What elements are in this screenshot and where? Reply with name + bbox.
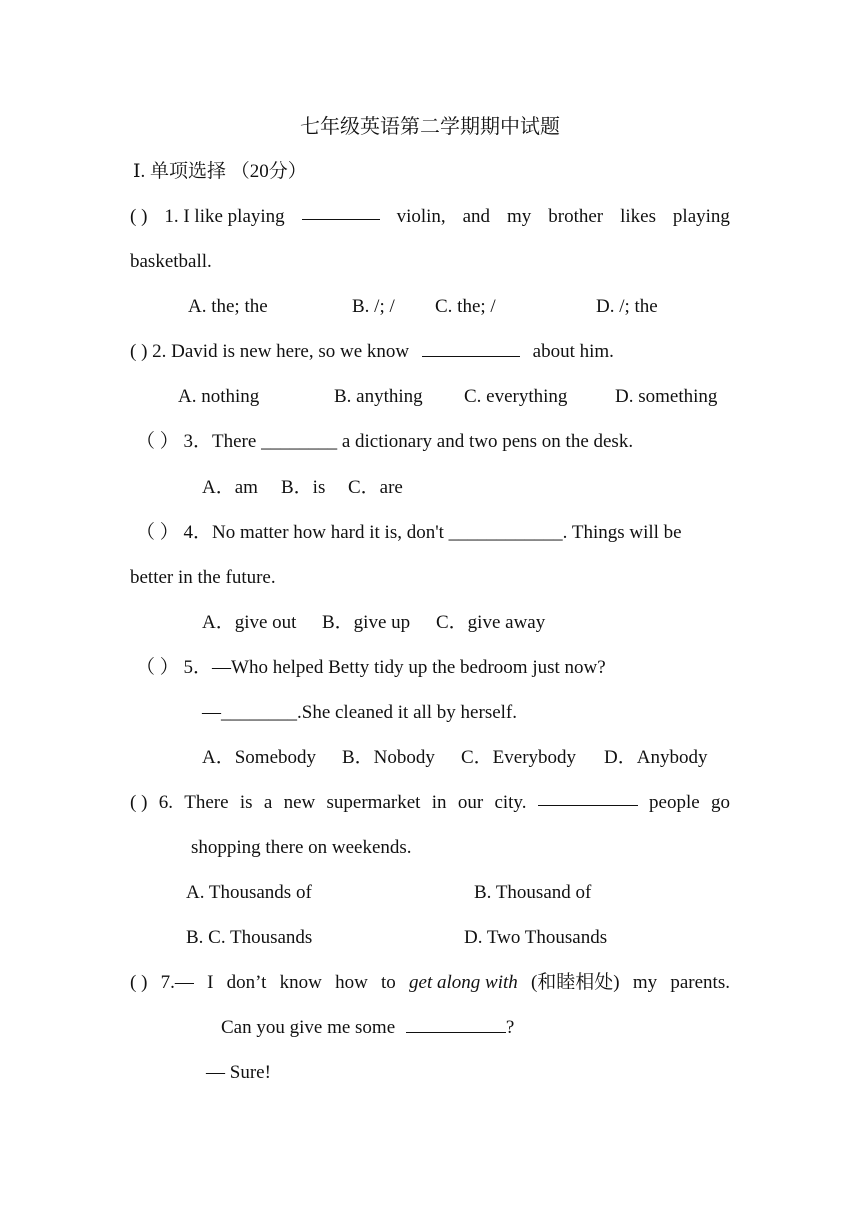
question-mark: ? [505, 1017, 515, 1038]
answer-paren: ( ) [130, 341, 148, 362]
question-word: my [632, 972, 658, 993]
option-b: B．is [281, 477, 326, 498]
question-word: is [239, 792, 253, 813]
answer-blank [406, 1018, 506, 1033]
question-word: 7.— [160, 972, 194, 993]
option-b: B. anything [334, 386, 423, 407]
question-4 [136, 521, 682, 545]
question-text: 5．—Who helped Betty tidy up the bedroom just now? [183, 657, 606, 678]
question-1 [130, 205, 730, 229]
option-b: B．give up [322, 612, 411, 633]
option-a: A．am [202, 477, 258, 498]
answer-paren: （ ） [136, 657, 179, 678]
answer-paren: ( ) [130, 206, 148, 227]
option-d: D. Two Thousands [464, 927, 608, 948]
question-word: I [207, 972, 214, 993]
option-b: B. Thousand of [474, 882, 592, 903]
question-5 [136, 656, 606, 680]
option-c: C．Everybody [461, 747, 577, 768]
option-d: D. something [615, 386, 718, 407]
option-a: A．Somebody [202, 747, 317, 768]
question-word: a [263, 792, 273, 813]
question-continuation: better in the future. [130, 567, 276, 588]
dialogue-answer: —________.She cleaned it all by herself. [202, 702, 518, 723]
question-word: playing [672, 206, 730, 227]
option-c: C．are [348, 477, 403, 498]
question-text: 2. David is new here, so we know [152, 341, 410, 362]
question-word: parents. [670, 972, 730, 993]
italic-phrase: get along with [409, 972, 518, 993]
answer-paren: ( ) [130, 792, 148, 813]
question-word: likes [620, 206, 656, 227]
option-b: B．Nobody [342, 747, 435, 768]
option-c: C．give away [436, 612, 546, 633]
question-text: Can you give me some [221, 1017, 396, 1038]
option-a: A. Thousands of [186, 882, 312, 903]
question-text: 1. I like playing [164, 206, 285, 227]
question-7-line-2 [221, 1016, 514, 1040]
question-word: 6. [158, 792, 173, 813]
question-text: about him. [532, 341, 614, 362]
question-word: new [283, 792, 316, 813]
option-c: B. C. Thousands [186, 927, 313, 948]
question-word: supermarket [326, 792, 421, 813]
question-continuation: basketball. [130, 251, 212, 272]
question-text: 3．There ________ a dictionary and two pens on the desk. [183, 431, 634, 452]
question-word: There [184, 792, 229, 813]
question-6 [130, 791, 730, 815]
question-word: my [507, 206, 532, 227]
question-word: know [279, 972, 322, 993]
question-word: violin, [396, 206, 446, 227]
section-heading: Ⅰ. 单项选择 （20分） [133, 161, 307, 182]
question-word: city. [494, 792, 527, 813]
option-d: D. /; the [596, 296, 658, 317]
answer-paren: （ ） [136, 431, 179, 452]
option-c: C. everything [464, 386, 568, 407]
option-d: D．Anybody [604, 747, 708, 768]
option-a: A．give out [202, 612, 297, 633]
question-word: go [711, 792, 730, 813]
answer-blank [302, 205, 380, 220]
question-word: brother [548, 206, 604, 227]
answer-paren: ( ) [130, 972, 148, 993]
question-continuation: shopping there on weekends. [191, 837, 412, 858]
option-c: C. the; / [435, 296, 496, 317]
question-2 [130, 340, 614, 364]
option-b: B. /; / [352, 296, 395, 317]
answer-blank [538, 791, 638, 806]
question-text: 4．No matter how hard it is, don't ____________. Things will be [183, 522, 682, 543]
question-word: our [457, 792, 484, 813]
page-title: 七年级英语第二学期期中试题 [300, 116, 560, 138]
question-word: people [649, 792, 700, 813]
option-a: A. the; the [188, 296, 268, 317]
question-word: how [335, 972, 368, 993]
question-3 [136, 430, 633, 454]
question-word: in [431, 792, 447, 813]
question-7 [130, 971, 730, 995]
question-word: to [381, 972, 396, 993]
answer-blank [422, 342, 520, 357]
question-word: (和睦相处) [530, 972, 620, 993]
question-word: and [462, 206, 491, 227]
dialogue-answer: — Sure! [206, 1062, 271, 1083]
answer-paren: （ ） [136, 522, 179, 543]
question-word: don’t [226, 972, 267, 993]
option-a: A. nothing [178, 386, 260, 407]
